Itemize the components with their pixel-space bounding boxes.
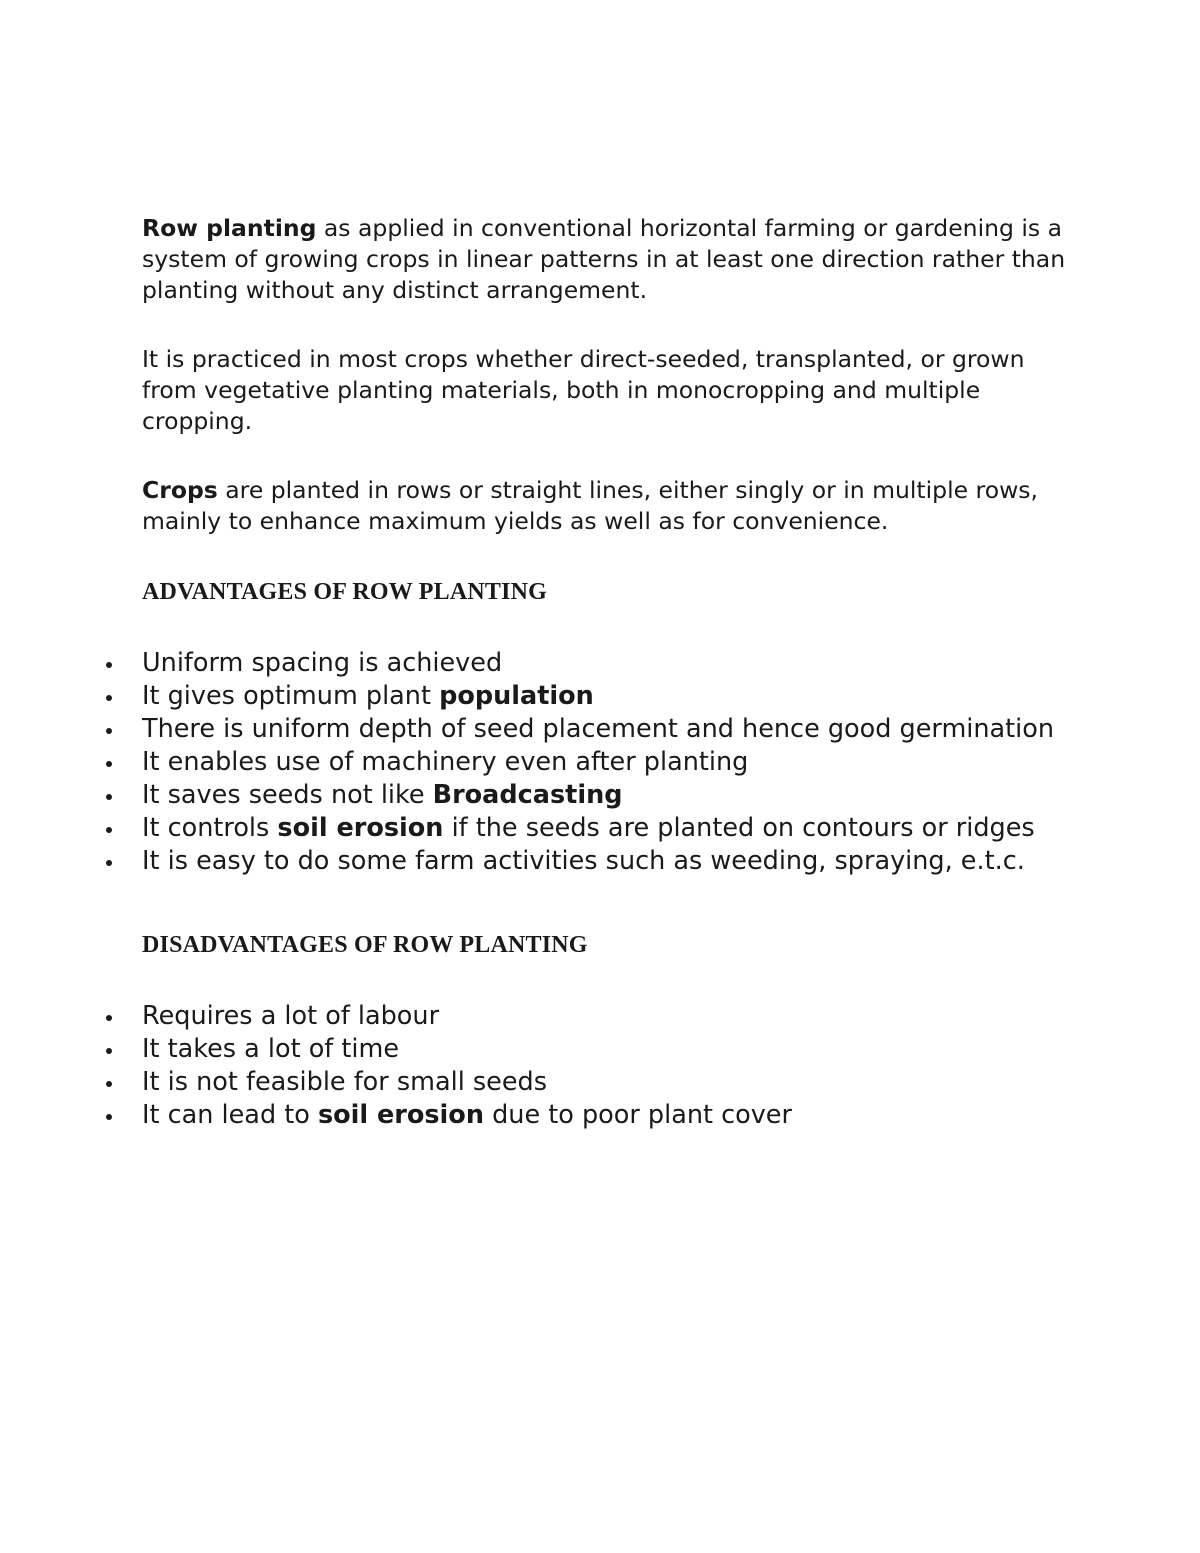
bullet-icon bbox=[106, 695, 112, 701]
disadvantages-heading: DISADVANTAGES OF ROW PLANTING bbox=[142, 932, 588, 958]
list-item: It takes a lot of time bbox=[142, 1033, 1082, 1066]
list-item: It is easy to do some farm activities such as weeding, spraying, e.t.c. bbox=[142, 845, 1082, 878]
list-item: There is uniform depth of seed placement and hence good germination bbox=[142, 713, 1082, 746]
bullet-icon bbox=[106, 1081, 112, 1087]
document-content bbox=[142, 213, 1082, 1132]
paragraph-text: It is practiced in most crops whether direct-seeded, transplanted, or grown from vegetative planting materials, both in monocropping and multiple cropping. bbox=[142, 345, 1025, 435]
bullet-icon bbox=[106, 827, 112, 833]
paragraph-text: as applied in conventional horizontal farming or gardening is a system of growing crops in linear patterns in at least one direction rather than planting without any distinct arrangement. bbox=[142, 214, 1066, 304]
list-item: Requires a lot of labour bbox=[142, 1000, 1082, 1033]
bold-term: Crops bbox=[142, 476, 218, 504]
list-item: It enables use of machinery even after planting bbox=[142, 746, 1082, 779]
bullet-icon bbox=[106, 761, 112, 767]
bullet-icon bbox=[106, 1048, 112, 1054]
bullet-icon bbox=[106, 1114, 112, 1120]
disadvantages-list bbox=[142, 1000, 1082, 1132]
bullet-icon bbox=[106, 662, 112, 668]
advantages-heading: ADVANTAGES OF ROW PLANTING bbox=[142, 579, 548, 605]
list-item: It controls soil erosion if the seeds are planted on contours or ridges bbox=[142, 812, 1082, 845]
bullet-icon bbox=[106, 1015, 112, 1021]
bullet-icon bbox=[106, 794, 112, 800]
list-item: It can lead to soil erosion due to poor plant cover bbox=[142, 1099, 1082, 1132]
crops-paragraph bbox=[142, 475, 1082, 537]
bullet-icon bbox=[106, 860, 112, 866]
practice-paragraph bbox=[142, 344, 1082, 437]
bullet-icon bbox=[106, 728, 112, 734]
advantages-list bbox=[142, 647, 1082, 878]
bold-term: Row planting bbox=[142, 214, 317, 242]
list-item: It gives optimum plant population bbox=[142, 680, 1082, 713]
list-item: It saves seeds not like Broadcasting bbox=[142, 779, 1082, 812]
intro-paragraph bbox=[142, 213, 1082, 306]
paragraph-text: are planted in rows or straight lines, either singly or in multiple rows, mainly to enhance maximum yields as well as for convenience. bbox=[142, 476, 1039, 535]
list-item: Uniform spacing is achieved bbox=[142, 647, 1082, 680]
list-item: It is not feasible for small seeds bbox=[142, 1066, 1082, 1099]
